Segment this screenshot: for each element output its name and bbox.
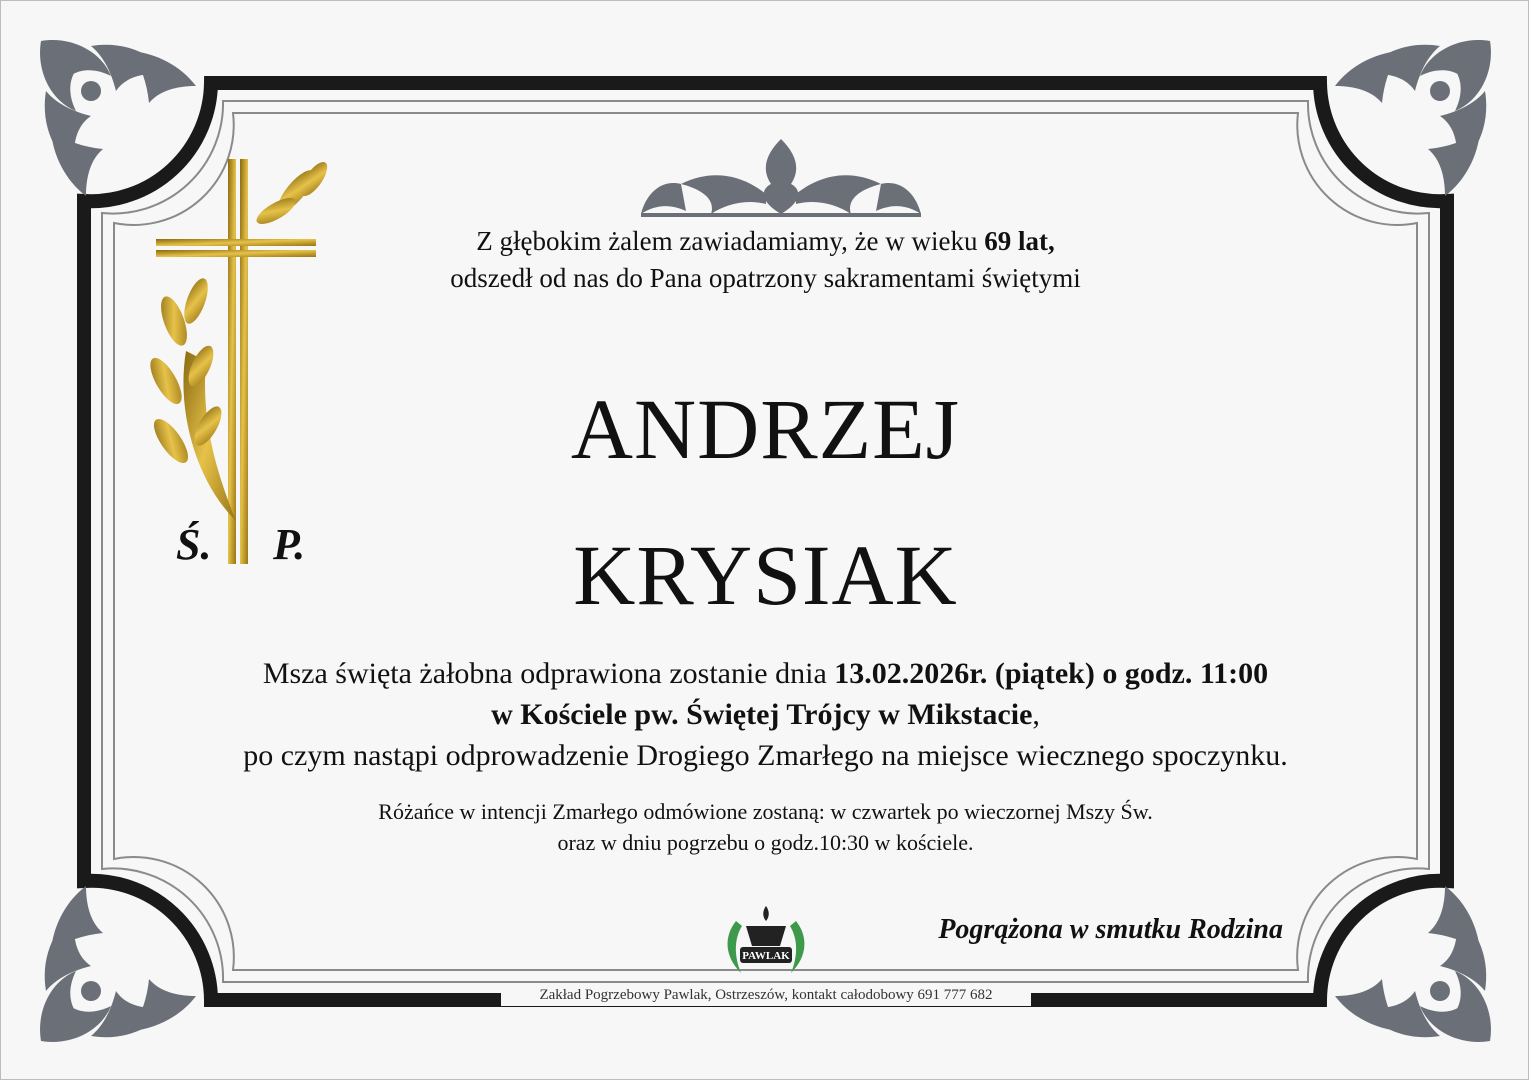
church-name: w Kościele pw. Świętej Trójcy w Mikstacie	[491, 698, 1033, 731]
mass-line2-suffix: ,	[1032, 698, 1040, 731]
corner-ornament-icon	[1325, 876, 1500, 1051]
sp-s-letter: Ś.	[176, 520, 212, 569]
intro-line1: Z głębokim żalem zawiadamiamy, że w wieku	[476, 226, 985, 256]
rosary-info	[1, 796, 1529, 858]
footer-text: Zakład Pogrzebowy Pawlak, Ostrzeszów, kontakt całodobowy 691 777 682	[501, 984, 1031, 1006]
mass-date: 13.02.2026r. (piątek) o godz. 11:00	[834, 657, 1269, 690]
intro-line2: odszedł od nas do Pana opatrzony sakramentami świętymi	[450, 263, 1081, 293]
funeral-home-logo	[706, 901, 826, 981]
last-name: KRYSIAK	[573, 527, 958, 623]
cross-icon	[146, 151, 346, 571]
mass-info	[1, 653, 1529, 776]
mass-line1-prefix: Msza święta żałobna odprawiona zostanie dnia	[262, 657, 835, 690]
age-text: 69 lat,	[984, 226, 1055, 256]
intro-text	[1, 223, 1529, 297]
first-name: ANDRZEJ	[570, 381, 961, 477]
corner-ornament-icon	[31, 876, 206, 1051]
sp-p-letter: P.	[273, 520, 306, 569]
top-ornament-icon	[641, 139, 921, 219]
rosary-line2: oraz w dniu pogrzebu o godz.10:30 w kościele.	[557, 830, 974, 855]
logo-text: PAWLAK	[742, 950, 790, 962]
family-signature: Pogrążona w smutku Rodzina	[938, 914, 1283, 945]
corner-ornament-icon	[1325, 31, 1500, 206]
mass-line3: po czym nastąpi odprowadzenie Drogiego Zmarłego na miejsce wiecznego spoczynku.	[243, 739, 1288, 772]
rosary-line1: Różańce w intencji Zmarłego odmówione zostaną: w czwartek po wieczornej Mszy Św.	[378, 799, 1153, 824]
